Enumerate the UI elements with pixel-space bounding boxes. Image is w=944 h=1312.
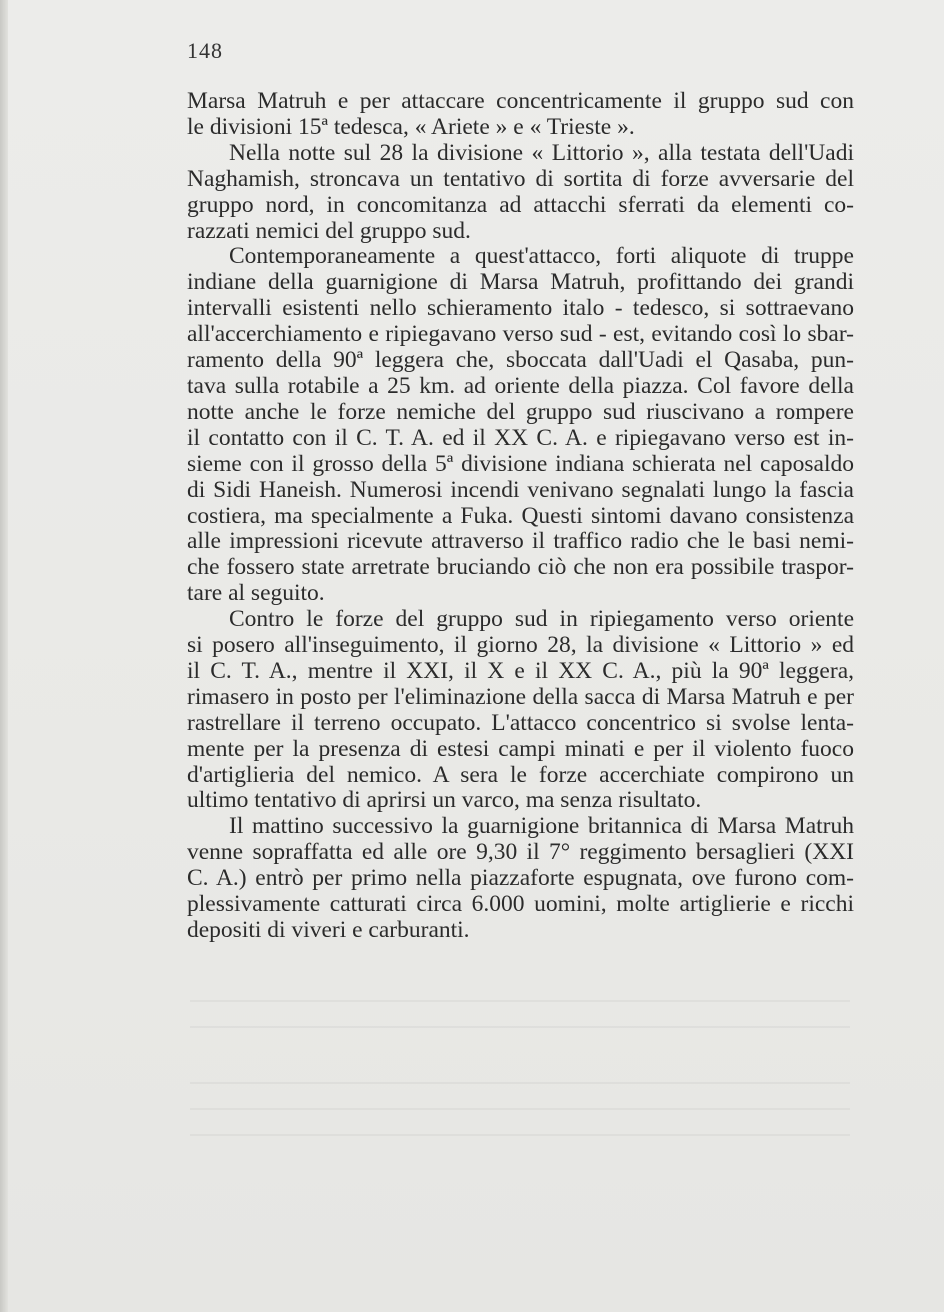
text-line: tava sulla rotabile a 25 km. ad oriente della piazza. Col favore della [187,373,854,399]
text-line: Nella notte sul 28 la divisione « Littorio », alla testata dell'Uadi [229,140,854,166]
text-line: si posero all'inseguimento, il giorno 28, la divisione « Littorio » ed [187,633,854,659]
text-line: C. A.) entrò per primo nella piazzaforte espugnata, ove furono com- [187,866,854,892]
text-line: le divisioni 15ª tedesca, « Ariete » e « Trieste ». [187,114,635,140]
show-through-line [190,1026,850,1028]
text-line: Contro le forze del gruppo sud in ripiegamento verso oriente [229,607,854,633]
text-line: alle impressioni ricevute attraverso il traffico radio che le basi nemi- [187,529,854,555]
text-line: Il mattino successivo la guarnigione britannica di Marsa Matruh [229,814,854,840]
body-text [187,89,854,944]
text-line: ultimo tentativo di aprirsi un varco, ma senza risultato. [187,788,702,814]
text-line: rimasero in posto per l'eliminazione della sacca di Marsa Matruh e per [187,684,854,710]
show-through-line [190,1000,850,1002]
text-line: che fossero state arretrate bruciando ciò che non era possibile traspor- [187,555,854,581]
text-line: costiera, ma specialmente a Fuka. Questi sintomi davano consistenza [187,503,854,529]
text-line: gruppo nord, in concomitanza ad attacchi sferrati da elementi co- [187,192,854,218]
show-through-line [190,1082,850,1084]
text-line: plessivamente catturati circa 6.000 uomini, molte artiglierie e ricchi [187,892,854,918]
text-line: d'artiglieria del nemico. A sera le forze accerchiate compirono un [187,762,854,788]
show-through-line [190,1134,850,1136]
text-line: intervalli esistenti nello schieramento italo - tedesco, si sottraevano [187,296,854,322]
text-line: rastrellare il terreno occupato. L'attacco concentrico si svolse lenta- [187,710,854,736]
text-line: Contemporaneamente a quest'attacco, forti aliquote di truppe [229,244,854,270]
text-line: ramento della 90ª leggera che, sboccata dall'Uadi el Qasaba, pun- [187,348,854,374]
text-line: il contatto con il C. T. A. ed il XX C. A. e ripiegavano verso est in- [187,425,854,451]
text-line: di Sidi Haneish. Numerosi incendi venivano segnalati lungo la fascia [187,477,854,503]
show-through-line [190,1108,850,1110]
text-line: Marsa Matruh e per attaccare concentricamente il gruppo sud con [187,89,854,114]
text-line: sieme con il grosso della 5ª divisione indiana schierata nel caposaldo [187,451,854,477]
text-line: mente per la presenza di estesi campi minati e per il violento fuoco [187,736,854,762]
text-line: indiane della guarnigione di Marsa Matruh, profittando dei grandi [187,270,854,296]
text-line: tare al seguito. [187,581,325,607]
text-line: venne sopraffatta ed alle ore 9,30 il 7° reggimento bersaglieri (XXI [187,840,854,866]
text-line: Naghamish, stroncava un tentativo di sortita di forze avversarie del [187,166,854,192]
text-line: depositi di viveri e carburanti. [187,918,470,943]
binding-edge [0,0,8,1312]
page-number: 148 [187,38,223,63]
text-line: all'accerchiamento e ripiegavano verso sud - est, evitando così lo sbar- [187,322,854,348]
text-line: razzati nemici del gruppo sud. [187,218,471,244]
text-line: il C. T. A., mentre il XXI, il X e il XX C. A., più la 90ª leggera, [187,658,854,684]
text-line: notte anche le forze nemiche del gruppo sud riuscivano a rompere [187,399,854,425]
